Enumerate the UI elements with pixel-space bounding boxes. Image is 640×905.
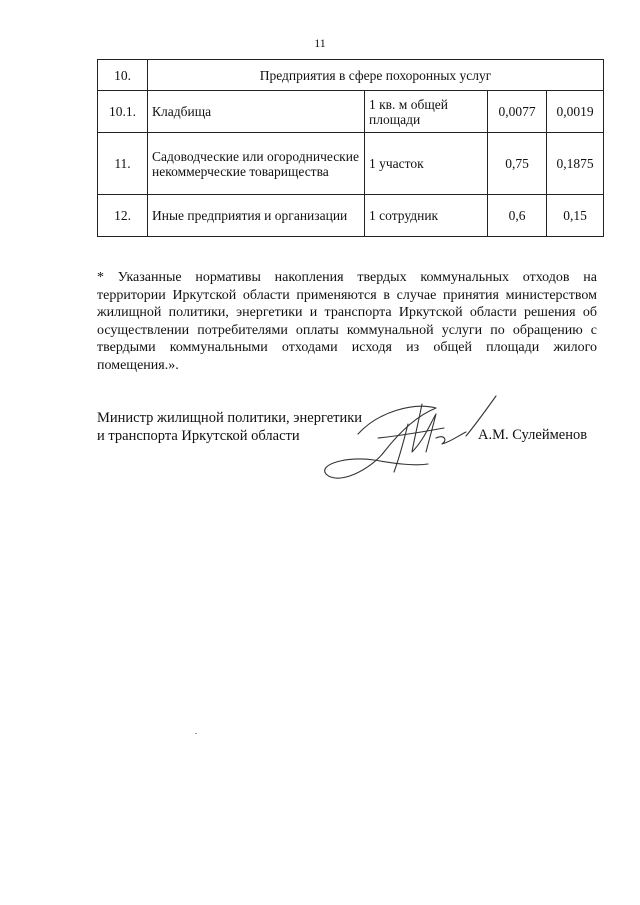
table-row xyxy=(98,91,604,133)
table-row-section xyxy=(98,60,604,91)
table-row xyxy=(98,133,604,195)
row-value-mass: 0,6 xyxy=(488,195,547,237)
scan-dot xyxy=(195,733,197,734)
row-unit: 1 участок xyxy=(365,133,488,195)
position-line-2: и транспорта Иркутской области xyxy=(97,428,300,444)
position-line-1: Министр жилищной политики, энергетики xyxy=(97,410,363,426)
row-number: 10.1. xyxy=(98,91,148,133)
row-name: Садоводческие или огороднические некоммерческие товарищества xyxy=(148,133,365,195)
row-unit: 1 сотрудник xyxy=(365,195,488,237)
row-name: Иные предприятия и организации xyxy=(148,195,365,237)
row-number: 11. xyxy=(98,133,148,195)
row-number: 12. xyxy=(98,195,148,237)
row-value-mass: 0,75 xyxy=(488,133,547,195)
row-unit: 1 кв. м общей площади xyxy=(365,91,488,133)
section-number: 10. xyxy=(98,60,148,91)
row-value-mass: 0,0077 xyxy=(488,91,547,133)
row-value-volume: 0,0019 xyxy=(547,91,604,133)
section-title: Предприятия в сфере похоронных услуг xyxy=(148,60,604,91)
norms-table xyxy=(97,59,604,237)
row-name: Кладбища xyxy=(148,91,365,133)
handwritten-signature xyxy=(318,394,503,489)
page-number: 11 xyxy=(314,36,326,50)
row-value-volume: 0,15 xyxy=(547,195,604,237)
row-value-volume: 0,1875 xyxy=(547,133,604,195)
footnote: * Указанные нормативы накопления твердых коммунальных отходов на территории Иркутской области применяются в случае принятия министерством жилищной политики, энергетики и транспорта Иркутской области решения об осуществлении потребителями оплаты коммунальной услуги по обращению с твердыми коммунальными отходами исходя из общей площади жилого помещения.». xyxy=(97,270,597,373)
signatory-name: А.М. Сулейменов xyxy=(478,427,588,443)
table-row xyxy=(98,195,604,237)
